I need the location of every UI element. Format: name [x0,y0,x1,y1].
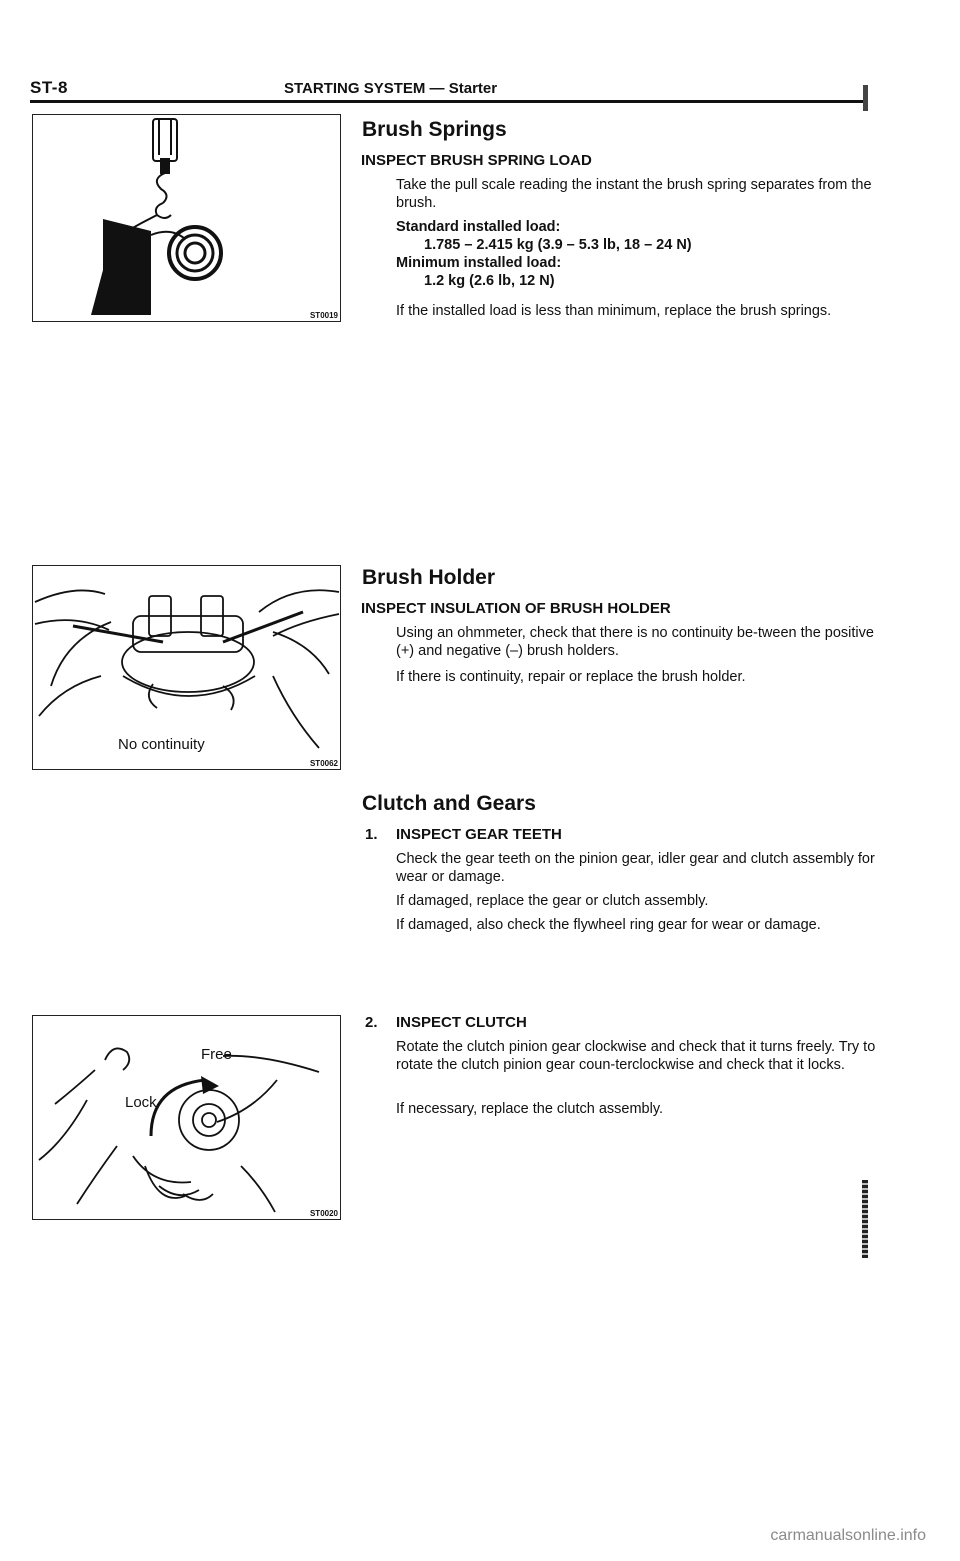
spec-standard-label: Standard installed load: [396,219,561,235]
paragraph-ohmmeter: Using an ohmmeter, check that there is no continuity be-tween the positive (+) and negative (–) brush holders. [396,625,874,659]
paragraph-rotate-clutch: Rotate the clutch pinion gear clockwise and check that it turns freely. Try to rotate the clutch pinion gear coun-terclockwise and check that it locks. [396,1039,876,1073]
heading-clutch-gears: Clutch and Gears [362,792,536,815]
paragraph-pull-scale: Take the pull scale reading the instant the brush spring separates from the brush. [396,177,872,211]
subheading-inspect-insulation: INSPECT INSULATION OF BRUSH HOLDER [361,600,671,617]
step-1-number: 1. [365,826,378,843]
page-title: STARTING SYSTEM — Starter [284,80,498,97]
scan-artifact [862,1180,868,1258]
section-code: ST-8 [30,78,68,97]
paragraph-gear-teeth: Check the gear teeth on the pinion gear, idler gear and clutch assembly for wear or damage. [396,851,875,885]
paragraph-flywheel: If damaged, also check the flywheel ring gear for wear or damage. [396,917,821,933]
heading-brush-springs: Brush Springs [362,118,507,141]
figure-label-lock: Lock [125,1094,157,1111]
paragraph-replace-clutch: If necessary, replace the clutch assembly. [396,1101,664,1117]
scan-artifact [863,85,868,111]
step-2-number: 2. [365,1014,378,1031]
step-1-title: INSPECT GEAR TEETH [396,826,562,843]
spec-standard-value: 1.785 – 2.415 kg (3.9 – 5.3 lb, 18 – 24 N) [424,237,692,253]
paragraph-repair-holder: If there is continuity, repair or replace the brush holder. [396,669,746,685]
figure-spring-scale [32,114,341,322]
spec-minimum-value: 1.2 kg (2.6 lb, 12 N) [424,273,555,289]
subheading-inspect-spring-load: INSPECT BRUSH SPRING LOAD [361,152,592,169]
header-rule [30,100,865,103]
heading-brush-holder: Brush Holder [362,566,496,589]
figure-label-no-continuity: No continuity [118,736,205,753]
paragraph-replace-springs: If the installed load is less than minimum, replace the brush springs. [396,303,832,319]
figure-code: ST0062 [309,759,338,768]
watermark: carmanualsonline.info [770,1527,926,1544]
spring-scale-illustration [33,115,342,323]
spec-minimum-label: Minimum installed load: [396,255,562,271]
step-2-title: INSPECT CLUTCH [396,1014,527,1031]
figure-code: ST0020 [309,1209,338,1218]
figure-code: ST0019 [309,311,338,320]
clutch-illustration [33,1016,342,1221]
figure-brush-holder [32,565,341,770]
figure-label-free: Free [201,1046,232,1063]
paragraph-replace-gear: If damaged, replace the gear or clutch assembly. [396,893,709,909]
figure-clutch [32,1015,341,1220]
